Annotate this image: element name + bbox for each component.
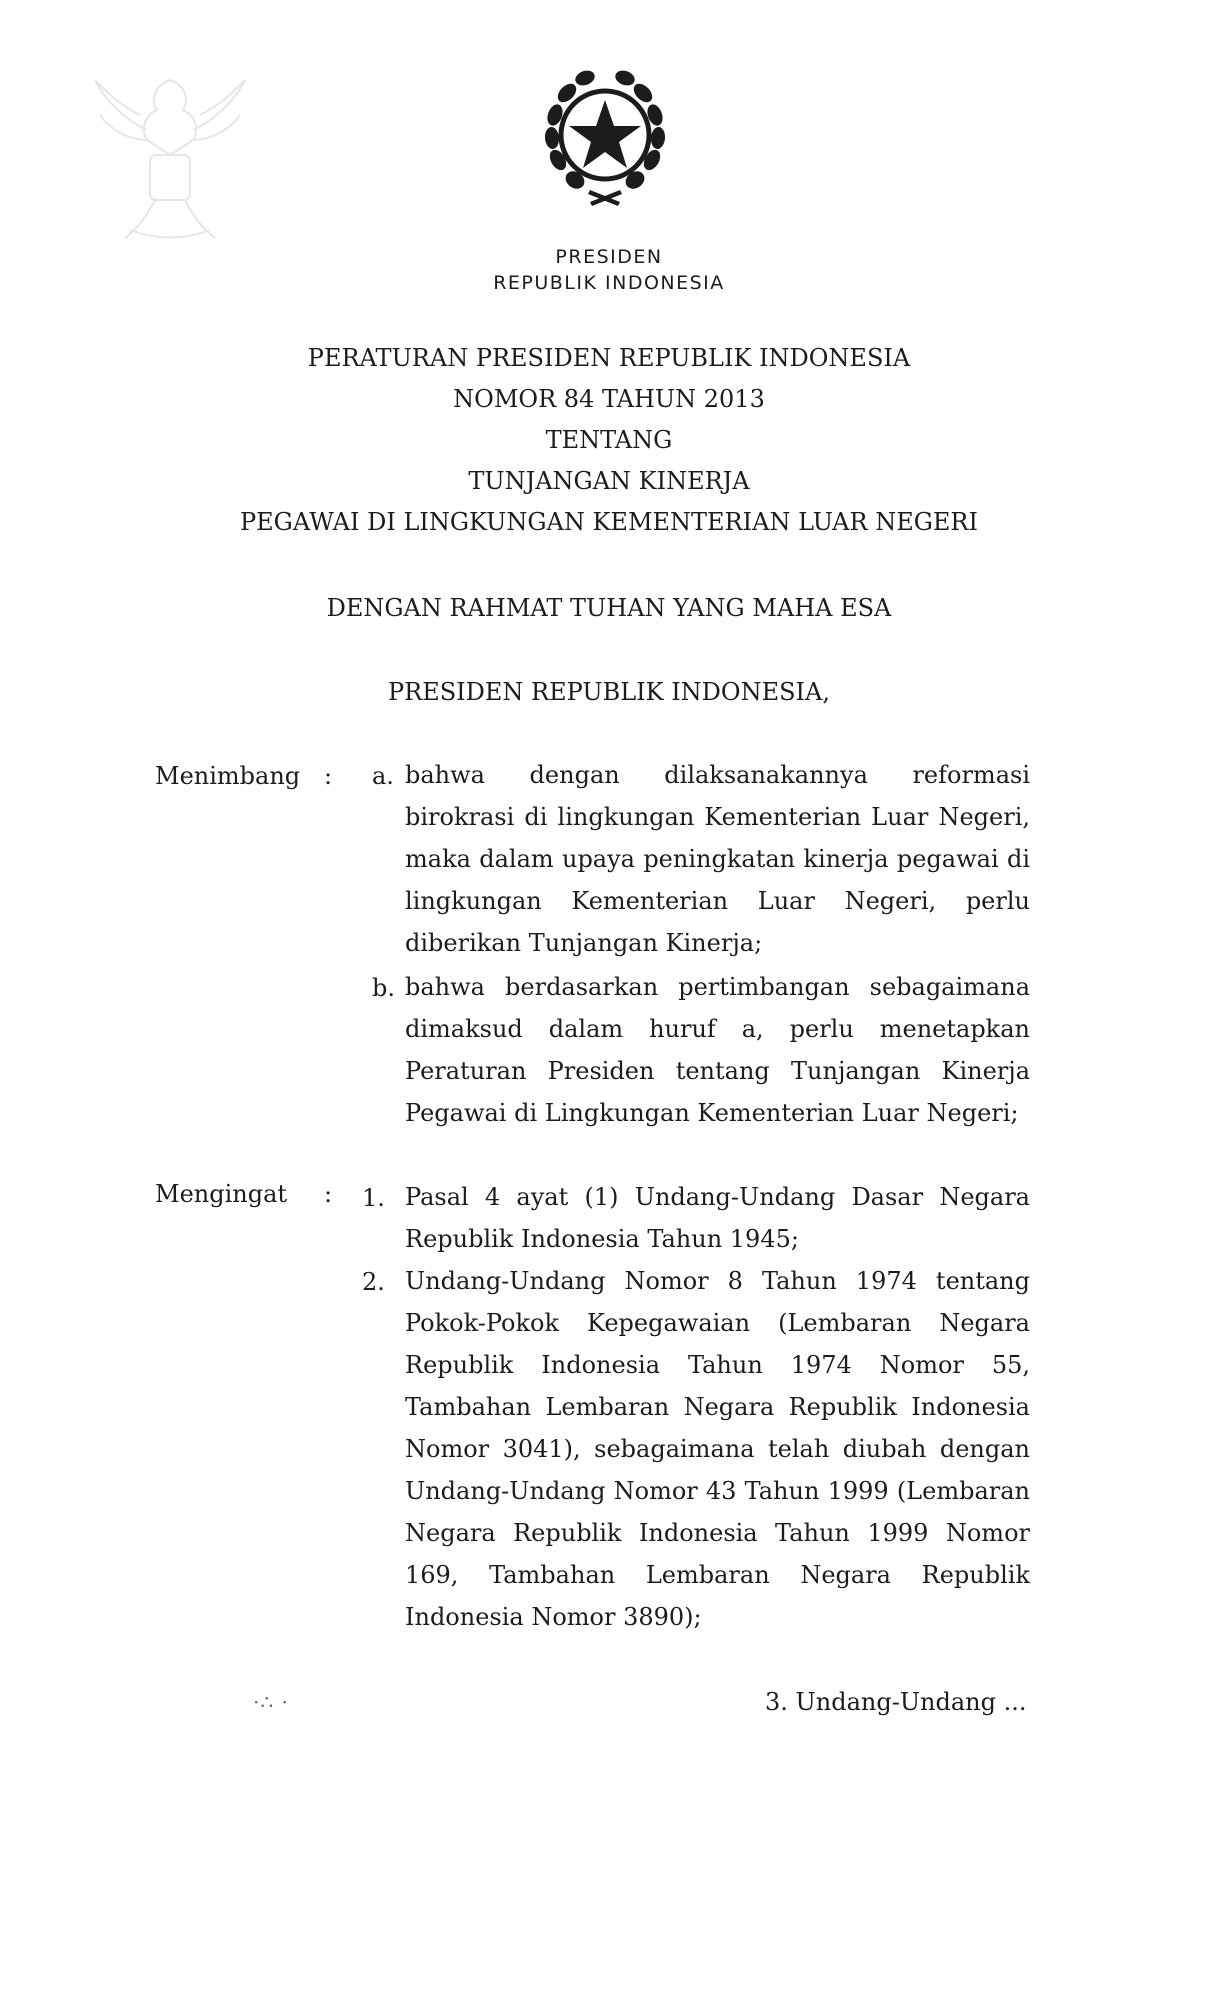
issuer-line-1: PRESIDEN (555, 246, 663, 268)
menimbang-item-a: bahwa dengan dilaksanakannya reformasi birokrasi di lingkungan Kementerian Luar Negeri, maka dalam upaya peningkatan kinerja pegawai di lingkungan Kementerian Luar Negeri, perlu diberikan Tunjangan Kinerja; (405, 761, 1030, 957)
page-continuation: 3. Undang-Undang ... (765, 1688, 1027, 1716)
title-line-1: PERATURAN PRESIDEN REPUBLIK INDONESIA (307, 344, 911, 372)
presidential-star-seal-icon (530, 60, 680, 220)
menimbang-item-b: bahwa berdasarkan pertimbangan sebagaimana dimaksud dalam huruf a, perlu menetapkan Peraturan Presiden tentang Tunjangan Kinerja Pegawai di Lingkungan Kementerian Luar Negeri; (405, 973, 1030, 1127)
menimbang-item-a-marker: a. (372, 762, 394, 790)
issuer-line-2: REPUBLIK INDONESIA (493, 272, 725, 294)
mengingat-label: Mengingat (155, 1180, 288, 1208)
mengingat-item-2: Undang-Undang Nomor 8 Tahun 1974 tentang Pokok-Pokok Kepegawaian (Lembaran Negara Republik Indonesia Tahun 1974 Nomor 55, Tambahan Lembaran Negara Republik Indonesia Nomor 3041), sebagaimana telah diubah dengan Undang-Undang Nomor 43 Tahun 1999 (Lembaran Negara Republik Indonesia Tahun 1999 Nomor 169, Tambahan Lembaran Negara Republik Indonesia Nomor 3890); (405, 1267, 1030, 1631)
menimbang-colon: : (324, 762, 333, 790)
title-line-3: TENTANG (545, 426, 673, 454)
regulation-title (0, 338, 1218, 543)
title-line-2: NOMOR 84 TAHUN 2013 (453, 385, 765, 413)
mengingat-item-1-marker: 1. (362, 1184, 385, 1212)
menimbang-item-b-marker: b. (372, 974, 395, 1002)
mengingat-colon: : (324, 1180, 333, 1208)
mengingat-item-1: Pasal 4 ayat (1) Undang-Undang Dasar Negara Republik Indonesia Tahun 1945; (405, 1183, 1030, 1253)
authority-line: PRESIDEN REPUBLIK INDONESIA, (387, 678, 830, 706)
title-line-4: TUNJANGAN KINERJA (468, 467, 750, 495)
menimbang-label: Menimbang (155, 762, 301, 790)
paraf-initials: ·∴ · (253, 1690, 289, 1714)
title-line-5: PEGAWAI DI LINGKUNGAN KEMENTERIAN LUAR NEGERI (240, 508, 978, 536)
garuda-watermark-icon (85, 60, 255, 250)
invocation: DENGAN RAHMAT TUHAN YANG MAHA ESA (326, 594, 892, 622)
mengingat-item-2-marker: 2. (362, 1268, 385, 1296)
